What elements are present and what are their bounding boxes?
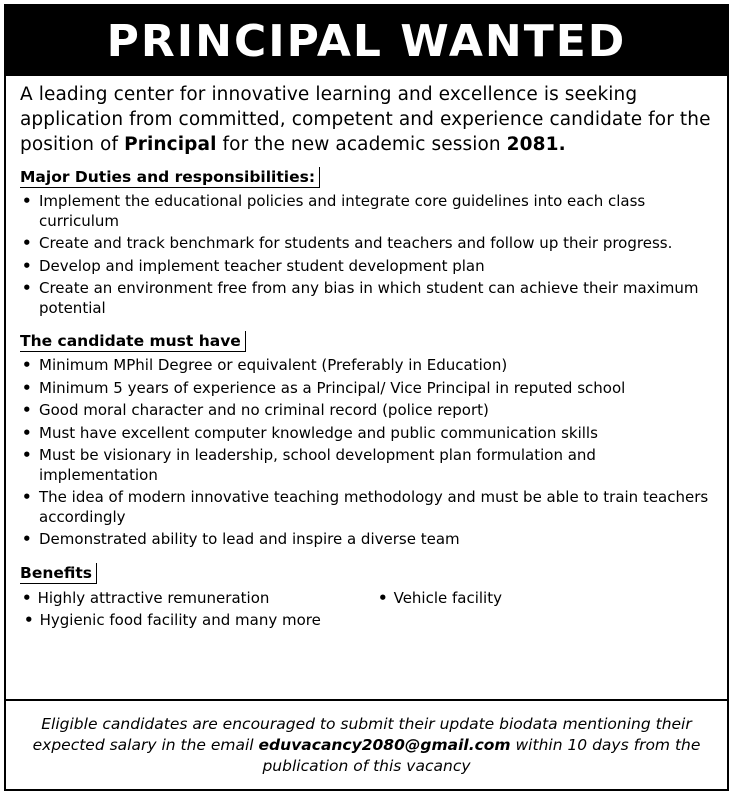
requirements-list <box>6 352 727 550</box>
vacancy-notice <box>4 4 729 791</box>
list-item: • Minimum MPhil Degree or equivalent (Preferably in Education) <box>20 356 717 376</box>
footer-text-before: Eligible candidates are encouraged to submit their update biodata mentioning their expected salary in the email <box>32 714 692 754</box>
benefit-item: • Vehicle facility <box>378 588 502 608</box>
duties-heading: Major Duties and responsibilities: <box>20 167 320 188</box>
list-item: • Create an environment free from any bias in which student can achieve their maximum potential <box>20 279 717 318</box>
intro-text: A leading center for innovative learning and excellence is seeking application from committed, competent and experience candidate for the position of <box>20 84 711 155</box>
intro-text-middle: for the new academic session <box>216 134 507 155</box>
list-item: • Develop and implement teacher student development plan <box>20 257 717 277</box>
list-item: • Demonstrated ability to lead and inspire a diverse team <box>20 530 717 550</box>
benefit-item: • Highly attractive remuneration <box>22 588 269 608</box>
benefit-item: • Hygienic food facility and many more <box>24 610 321 630</box>
list-item: • The idea of modern innovative teaching methodology and must be able to train teachers accordingly <box>20 488 717 527</box>
page-title: PRINCIPAL WANTED <box>6 6 727 76</box>
intro-end: . <box>558 134 566 155</box>
list-item: • Must have excellent computer knowledge and public communication skills <box>20 424 717 444</box>
list-item: • Implement the educational policies and integrate core guidelines into each class curriculum <box>20 192 717 231</box>
list-item: • Create and track benchmark for students and teachers and follow up their progress. <box>20 234 717 254</box>
list-item: • Minimum 5 years of experience as a Principal/ Vice Principal in reputed school <box>20 379 717 399</box>
list-item: • Good moral character and no criminal record (police report) <box>20 401 717 421</box>
footer-text <box>26 714 707 777</box>
intro-paragraph <box>6 76 727 157</box>
application-instructions <box>6 699 727 789</box>
benefits-heading: Benefits <box>20 563 97 584</box>
list-item: • Must be visionary in leadership, school development plan formulation and implementation <box>20 446 717 485</box>
intro-session: 2081 <box>506 134 559 155</box>
intro-position: Principal <box>124 134 217 155</box>
requirements-heading: The candidate must have <box>20 331 246 352</box>
contact-email: eduvacancy2080@gmail.com <box>258 735 511 754</box>
duties-list <box>6 188 727 318</box>
footer-text-after: within 10 days from the publication of this vacancy <box>262 735 701 775</box>
benefits-list <box>20 588 713 632</box>
